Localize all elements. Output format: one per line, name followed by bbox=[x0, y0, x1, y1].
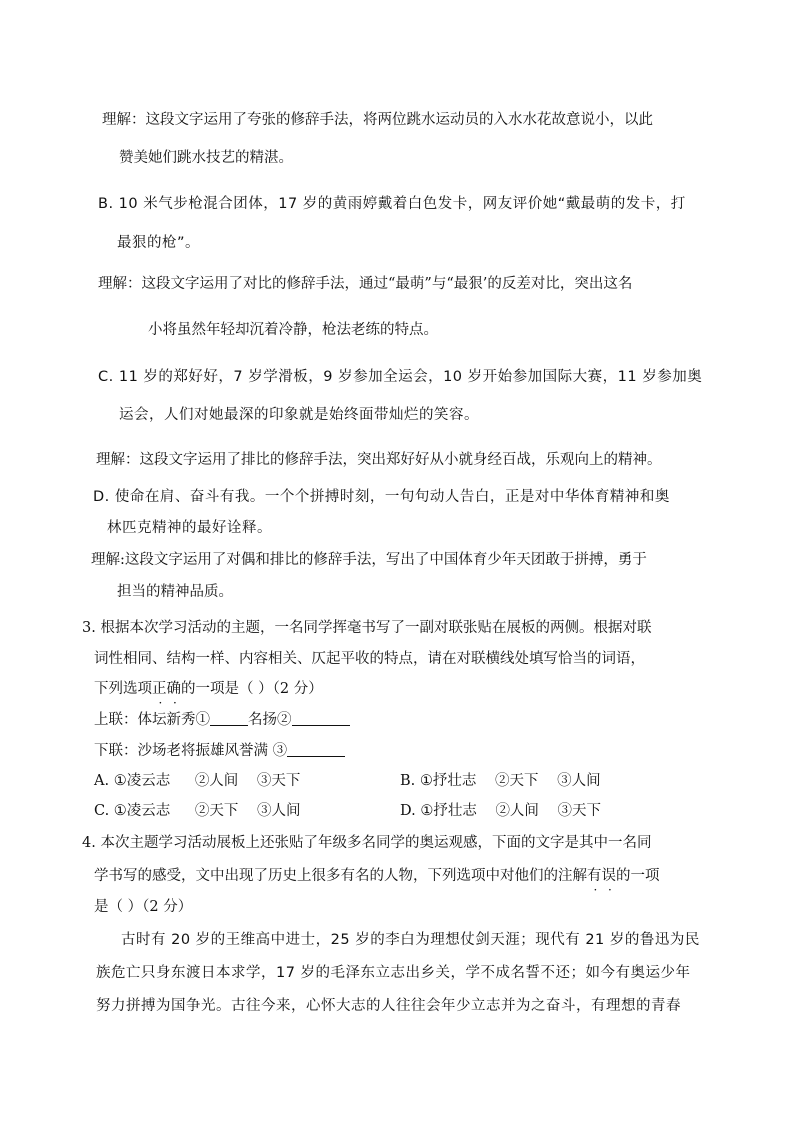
upper-blank-2 bbox=[292, 711, 350, 726]
emphasis-dot-char: 有 bbox=[587, 868, 602, 884]
item-a-understanding-line2: 赞美她们跳水技艺的精湛。 bbox=[119, 150, 293, 166]
item-a-understanding-line1: 理解：这段文字运用了夸张的修辞手法，将两位跳水运动员的入水水花故意说小，以此 bbox=[102, 112, 653, 128]
q4-stem-line1: 4. 本次主题学习活动展板上还张贴了年级多名同学的奥运观感，下面的文字是其中一名同 bbox=[82, 835, 652, 851]
q3-option-c: C. ①凌云志 ②天下 ③人间 bbox=[94, 803, 301, 819]
item-c-line2: 运会，人们对她最深的印象就是始终面带灿烂的笑容。 bbox=[119, 407, 479, 423]
q3-lower-couplet: 下联：沙场老将振雄风誉满 ③ bbox=[94, 741, 345, 761]
emphasis-dot-char: 正 bbox=[152, 681, 167, 697]
item-d-line1: D. 使命在肩、奋斗有我。一个个拼搏时刻，一句句动人告白，正是对中华体育精神和奥 bbox=[93, 489, 670, 505]
q3-upper-couplet: 上联：体坛新秀① 名扬② bbox=[94, 710, 350, 730]
lower-blank-3 bbox=[287, 742, 345, 757]
q3-stem-line2: 词性相同、结构一样、内容相关、仄起平收的特点，请在对联横线处填写恰当的词语， bbox=[94, 651, 645, 667]
item-d-line2: 林匹克精神的最好诠释。 bbox=[107, 520, 272, 536]
q4-passage-line1: 古时有 20 岁的王维高中进士，25 岁的李白为理想仗剑天涯；现代有 21 岁的鲁迅为民 bbox=[121, 932, 700, 948]
item-d-understanding-line2: 担当的精神品质。 bbox=[117, 584, 233, 600]
q4-stem-line2: 学书写的感受，文中出现了历史上很多有名的人物，下列选项中对他们的注解有误的一项 bbox=[94, 868, 660, 884]
q3-stem-line1: 3. 根据本次学习活动的主题，一名同学挥毫书写了一副对联张贴在展板的两侧。根据对联 bbox=[82, 620, 652, 636]
q4-passage-line2: 族危亡只身东渡日本求学，17 岁的毛泽东立志出乡关，学不成名誓不还；如今有奥运少年 bbox=[96, 965, 691, 981]
item-c-line1: C. 11 岁的郑好好，7 岁学滑板，9 岁参加全运会，10 岁开始参加国际大赛，11 岁参加奥 bbox=[98, 369, 703, 385]
emphasis-dot-char: 误 bbox=[601, 868, 616, 884]
q3-option-b: B. ①抒壮志 ②天下 ③人间 bbox=[400, 773, 601, 789]
q4-passage-line3: 努力拼搏为国争光。古往今来，心怀大志的人往往会年少立志并为之奋斗，有理想的青春 bbox=[96, 998, 681, 1014]
q4-stem-line3: 是（ ）（2 分） bbox=[94, 899, 193, 915]
item-b-understanding-line1: 理解：这段文字运用了对比的修辞手法，通过“最萌”与“最狠’的反差对比，突出这名 bbox=[98, 276, 633, 292]
upper-blank-1 bbox=[210, 711, 248, 726]
item-b-understanding-line2: 小将虽然年轻却沉着冷静，枪法老练的特点。 bbox=[148, 322, 438, 338]
q3-stem-line3: 下列选项正确的一项是（ ）（2 分） bbox=[94, 681, 323, 697]
q3-option-a: A. ①凌云志 ②人间 ③天下 bbox=[94, 773, 301, 789]
item-c-understanding: 理解：这段文字运用了排比的修辞手法，突出郑好好从小就身经百战，乐观向上的精神。 bbox=[96, 452, 662, 468]
q3-option-d: D. ①抒壮志 ②人间 ③天下 bbox=[400, 803, 602, 819]
item-d-understanding-line1: 理解:这段文字运用了对偶和排比的修辞手法，写出了中国体育少年天团敢于拼搏，勇于 bbox=[91, 552, 647, 568]
item-b-line2: 最狠的枪”。 bbox=[117, 235, 201, 251]
item-b-line1: B. 10 米气步枪混合团体，17 岁的黄雨婷戴着白色发卡，网友评价她“戴最萌的发卡，打 bbox=[98, 196, 686, 212]
emphasis-dot-char: 确 bbox=[166, 681, 181, 697]
